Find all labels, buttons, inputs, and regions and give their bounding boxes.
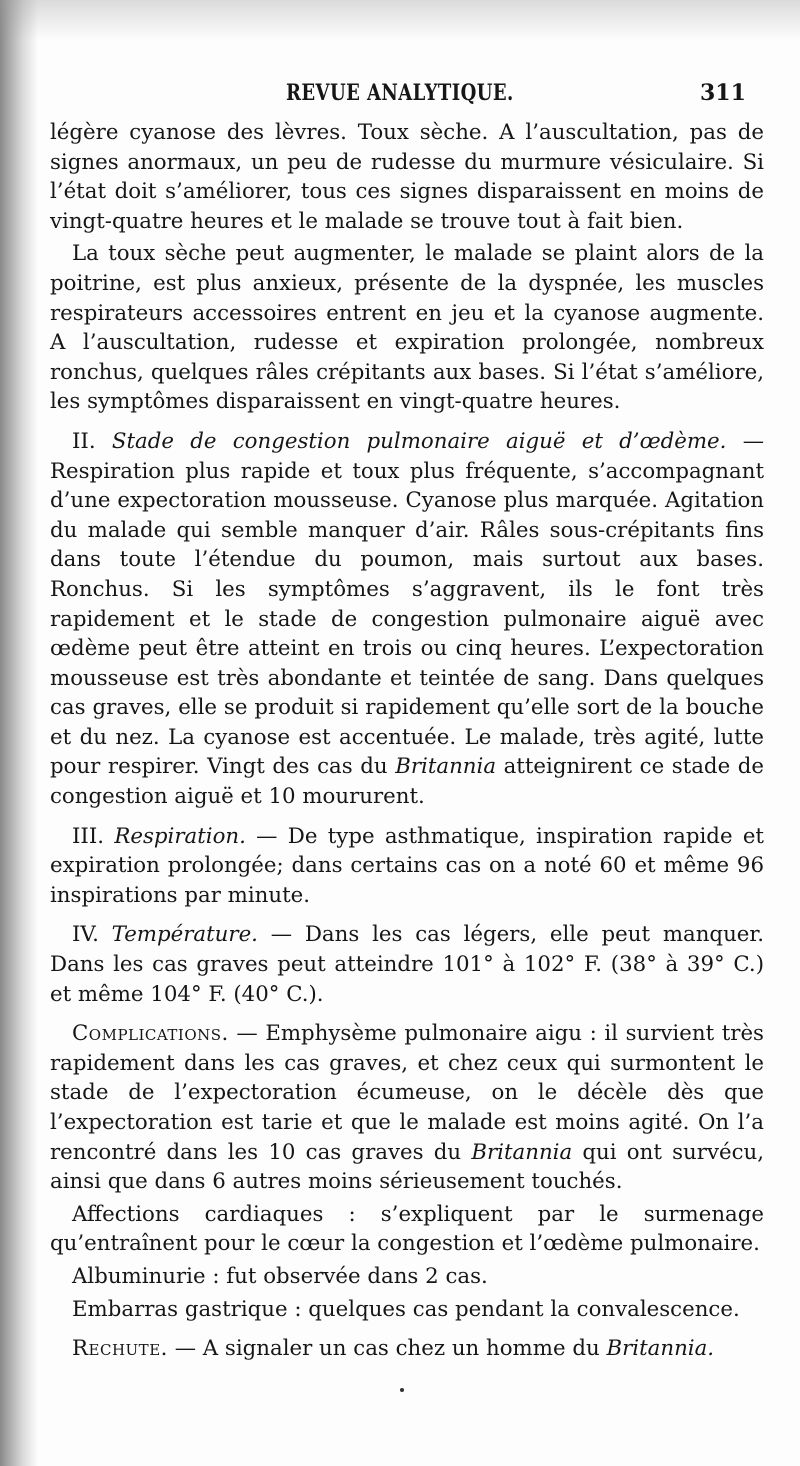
ship-name: Britannia [395,754,497,780]
section-text: — Dans les cas légers, elle peut manquer. Dans les cas graves peut atteindre 101° à 102° F. (38° à 39° C.) et même 104° F. (40° C.). [50,922,764,1007]
paragraph-cardiac: Affections cardiaques : s’expliquent par le surmenage qu’entraînent pour le cœur la congestion et l’œdème pulmonaire. [50,1201,764,1257]
body-text [50,118,764,1367]
section-text: — De type asthmatique, inspiration rapide et expiration prolongée; dans certains cas on a noté 60 et même 96 inspirations par minute. [50,823,764,908]
paragraph-dry-cough: La toux sèche peut augmenter, le malade se plaint alors de la poitrine, est plus anxieux, présente de la dyspnée, les muscles respirateurs accessoires entrent en jeu et la cyanose augmente. A l’auscultation, rudesse et expiration prolongée, nombreux ronchus, quelques râles crépitants aux bases. Si l’état s’améliore, les symptômes disparaissent en vingt-quatre heures. [50,241,764,415]
section-text-end: atteignirent ce stade de congestion aiguë et 10 moururent. [50,754,764,810]
section-number: II. [72,428,96,454]
section-text-end: qui ont survécu, ainsi que dans 6 autres moins sérieusement touchés. [50,1139,764,1195]
section-heading: Complications. [72,1021,229,1047]
ship-name: Britannia. [606,1336,715,1362]
running-head [0,80,800,110]
page-number: 311 [700,80,746,106]
paragraph-continuation: légère cyanose des lèvres. Toux sèche. A l’auscultation, pas de signes anormaux, un peu de rudesse du murmure vésiculaire. Si l’état doit s’améliorer, tous ces signes disparaissent en moins de vingt-quatre heures et le malade se trouve tout à fait bien. [50,120,764,234]
section-title: Stade de congestion pulmonaire aiguë et d’œdème. [111,428,727,454]
paragraph-relapse [50,1334,764,1364]
paragraph-temperature [50,920,764,1009]
section-heading: Rechute. [72,1336,168,1362]
section-number: III. [72,823,105,849]
page-top-shadow [0,0,800,40]
paragraph-respiration [50,822,764,911]
paragraph-albuminuria: Albuminurie : fut observée dans 2 cas. [72,1263,488,1289]
paragraph-complications [50,1019,764,1197]
section-text: — Emphysème pulmonaire aigu : il survient très rapidement dans les cas graves, et chez ceux qui surmontent le stade de l’expectoration écumeuse, on le décèle dès que l’expectoration est tarie et que le malade est moins agité. On l’a rencontré dans les 10 cas graves du [50,1021,764,1165]
section-number: IV. [72,922,99,948]
running-head-title: REVUE ANALYTIQUE. [286,80,514,106]
section-text: — Respiration plus rapide et toux plus fréquente, s’accompagnant d’une expectoration mousseuse. Cyanose plus marquée. Agitation du malade qui semble manquer d’air. Râles sous-crépitants fins dans toute l’étendue du poumon, mais surtout aux bases. Ronchus. Si les symptômes s’aggravent, ils le font très rapidement et le stade de congestion pulmonaire aiguë avec œdème peut être atteint en trois ou cinq heures. L’expectoration mousseuse est très abondante et teintée de sang. Dans quelques cas graves, elle se produit si rapidement qu’elle sort de la bouche et du nez. La cyanose est accentuée. Le malade, très agité, lutte pour respirer. Vingt des cas du [50,428,765,780]
section-text: — A signaler un cas chez un homme du [167,1336,607,1362]
paragraph-gastric: Embarras gastrique : quelques cas pendant la convalescence. [72,1296,740,1322]
paragraph-stage-two [50,427,764,812]
section-title: Respiration. [114,823,246,849]
page-binding-shadow [0,0,38,1466]
section-title: Température. [111,922,258,948]
ship-name: Britannia [471,1139,573,1165]
ink-speck [400,1388,404,1392]
